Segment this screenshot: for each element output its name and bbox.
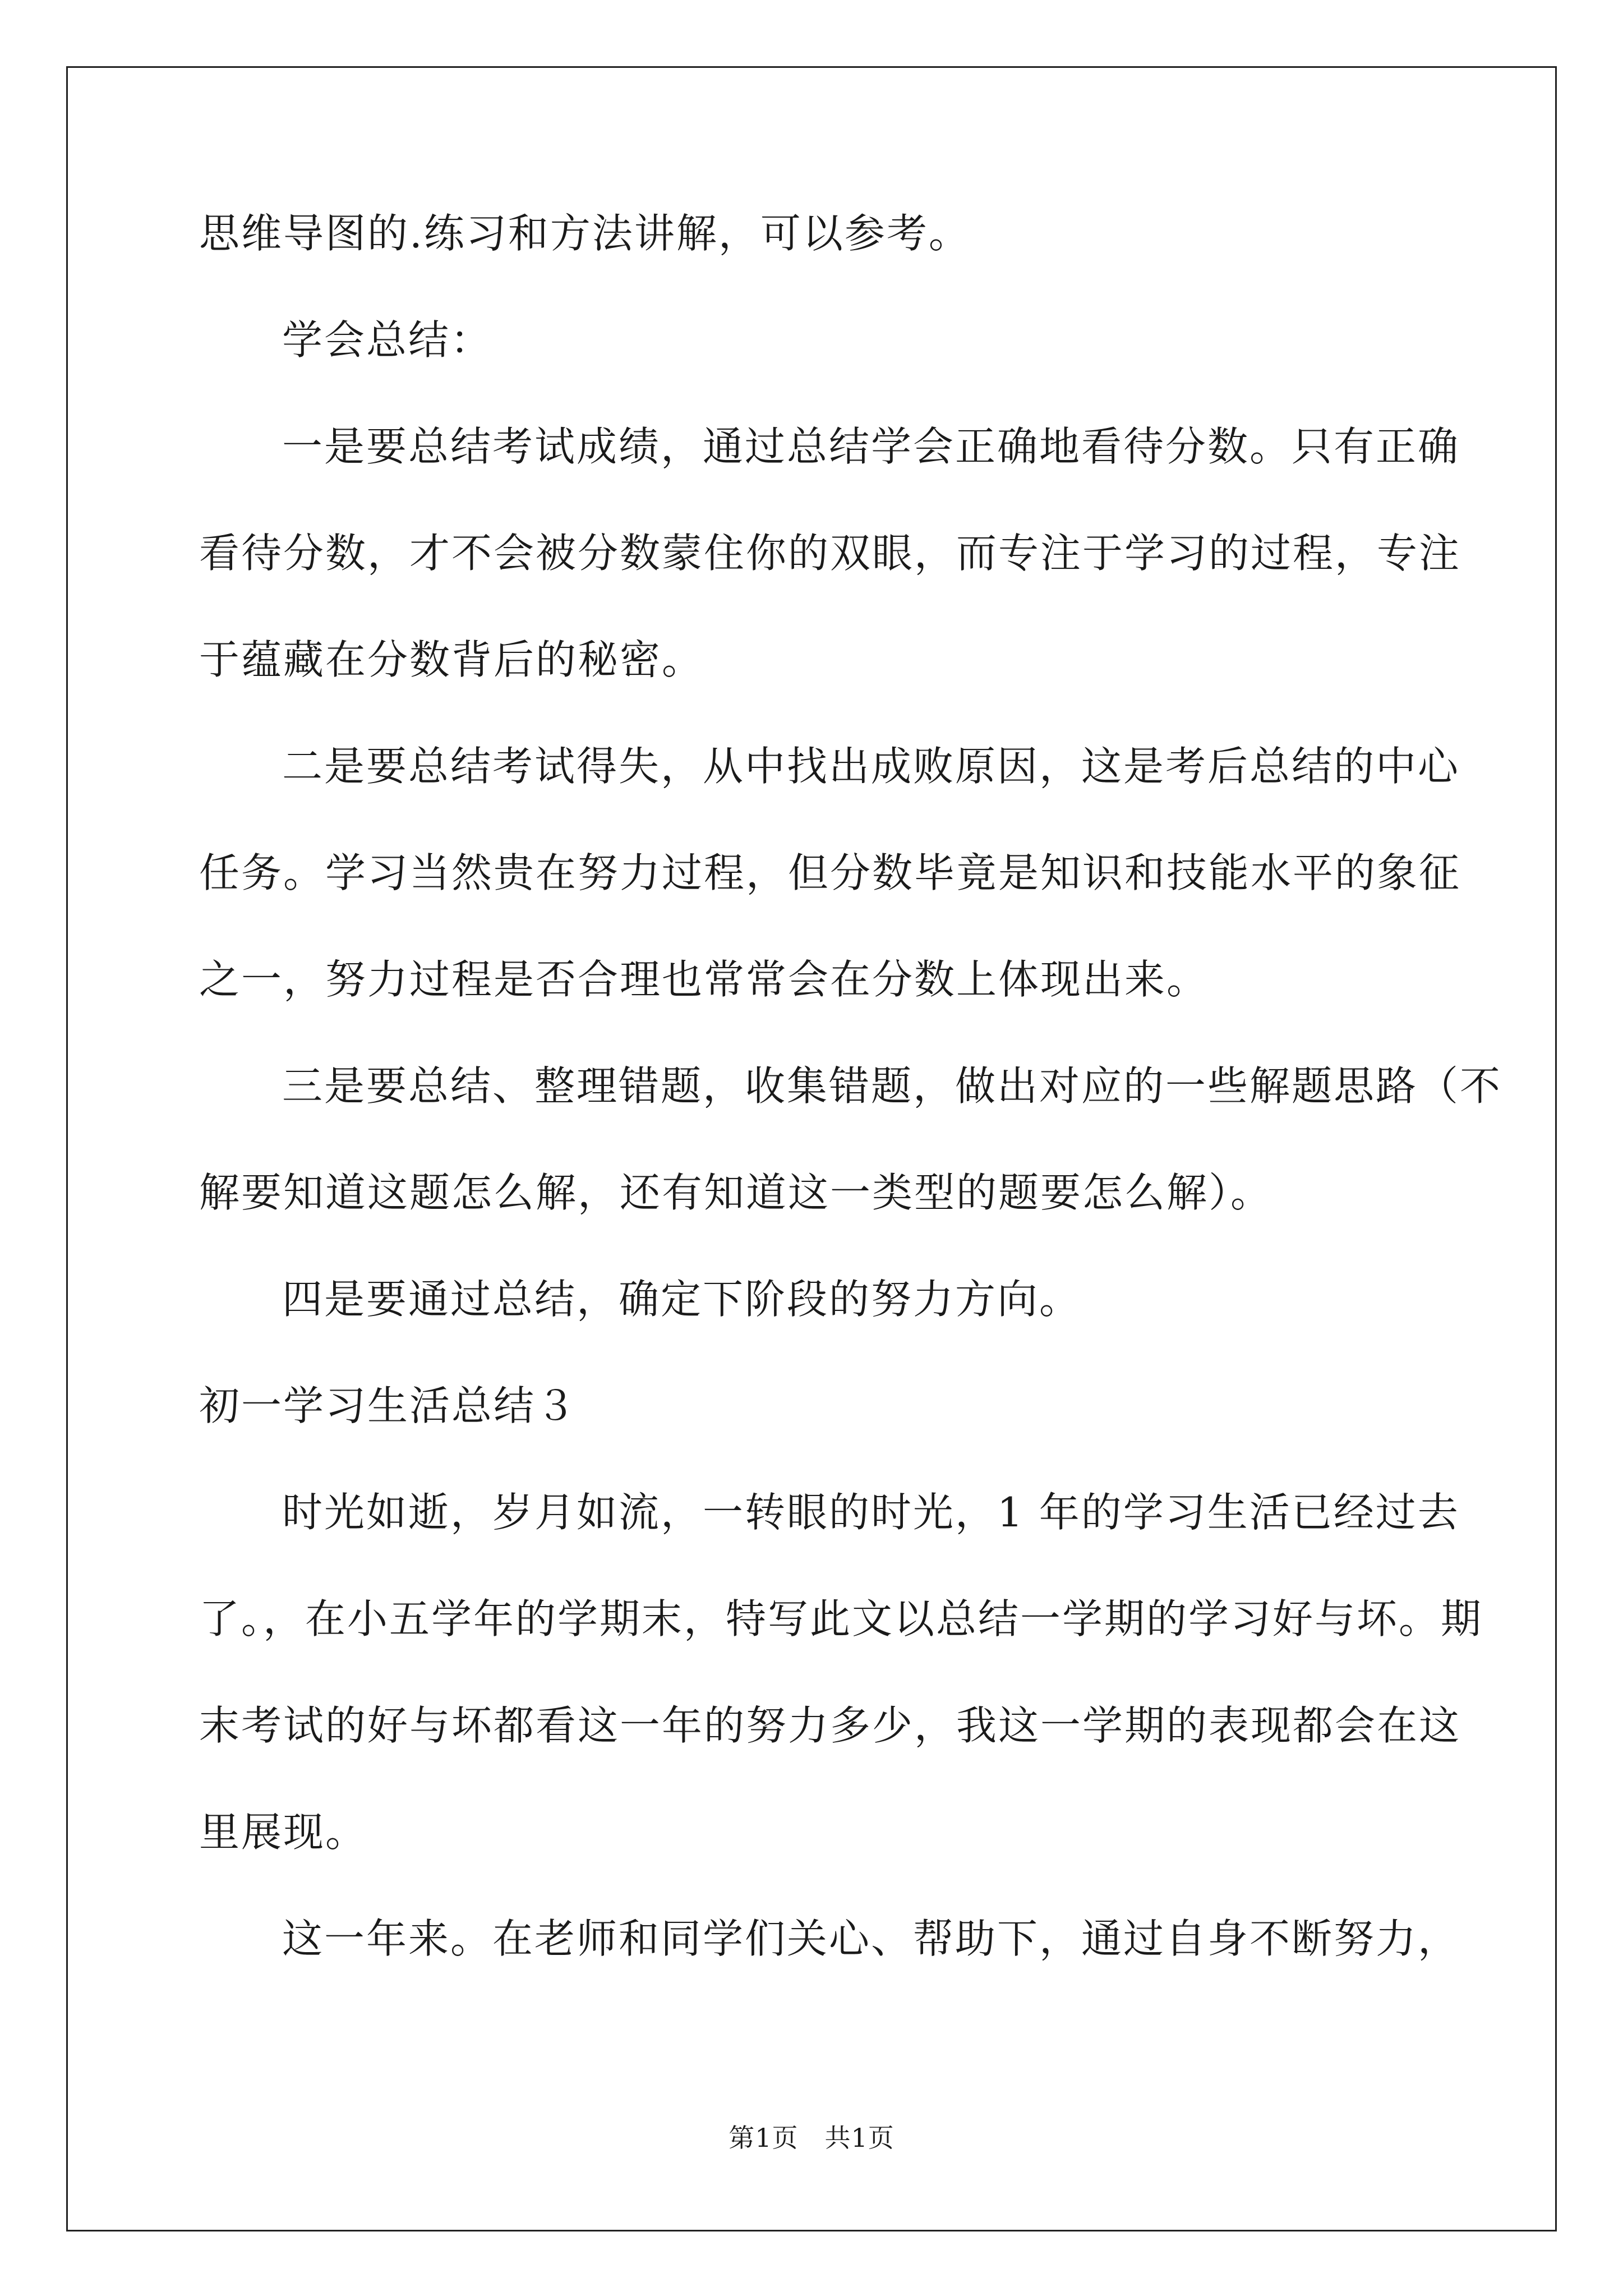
paragraph-line: 了。，在小五学年的学期末，特写此文以总结一学期的学习好与坏。期: [199, 1595, 1483, 1642]
paragraph-line: 这一年来。在老师和同学们关心、帮助下，通过自身不断努力，: [282, 1915, 1460, 1962]
paragraph-line: 解要知道这题怎么解，还有知道这一类型的题要怎么解）。: [199, 1169, 1273, 1216]
paragraph-line: 末考试的好与坏都看这一年的努力多少，我这一学期的表现都会在这: [199, 1702, 1461, 1749]
paragraph-line: 一是要总结考试成绩，通过总结学会正确地看待分数。只有正确: [282, 423, 1460, 470]
page-border: [66, 66, 1557, 2231]
paragraph-line: 里展现。: [199, 1809, 368, 1856]
paragraph-line: 二是要总结考试得失，从中找出成败原因，这是考后总结的中心: [282, 743, 1460, 790]
section-heading: 学会总结：: [282, 316, 493, 364]
paragraph-line: 四是要通过总结，确定下阶段的努力方向。: [282, 1276, 1082, 1323]
paragraph-line: 看待分数，才不会被分数蒙住你的双眼，而专注于学习的过程，专注: [199, 530, 1461, 577]
section-title: 初一学习生活总结３: [199, 1382, 578, 1429]
paragraph-line: 三是要总结、整理错题，收集错题，做出对应的一些解题思路（不: [282, 1062, 1502, 1110]
page-footer: 第1页 共1页: [728, 2123, 895, 2153]
text-line: 思维导图的.练习和方法讲解，可以参考。: [199, 210, 971, 257]
paragraph-line: 之一，努力过程是否合理也常常会在分数上体现出来。: [199, 956, 1209, 1003]
paragraph-line: 任务。学习当然贵在努力过程，但分数毕竟是知识和技能水平的象征: [199, 849, 1461, 896]
paragraph-line: 时光如逝，岁月如流，一转眼的时光，1 年的学习生活已经过去: [282, 1489, 1460, 1536]
paragraph-line: 于蕴藏在分数背后的秘密。: [199, 636, 704, 683]
